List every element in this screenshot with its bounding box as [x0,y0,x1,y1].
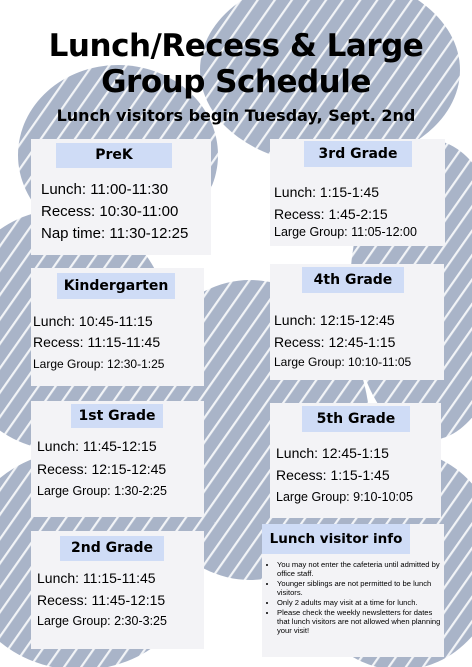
card-heading: PreK [56,143,172,168]
card-heading: Lunch visitor info [262,524,410,554]
lunch-time: Lunch: 11:15-11:45 [37,570,156,586]
recess-time: Recess: 1:15-1:45 [276,467,390,483]
lunch-time: Lunch: 12:15-12:45 [274,312,395,328]
list-item: • Younger siblings are not permitted to be lunch visitors. [277,579,443,597]
recess-time: Recess: 11:15-11:45 [33,334,161,350]
large-group-time: Large Group: 12:30-1:25 [33,357,165,371]
card-heading: 2nd Grade [60,536,164,561]
visitor-rules-list [263,560,443,636]
lunch-time: Lunch: 10:45-11:15 [33,313,153,329]
card-lunch-visitor-info [262,524,444,657]
card-kindergarten [31,268,204,386]
card-3rd-grade [270,139,445,246]
lunch-time: Lunch: 12:45-1:15 [276,445,389,461]
large-group-time: Large Group: 1:30-2:25 [37,484,167,498]
lunch-time: Lunch: 1:15-1:45 [274,184,380,200]
card-heading: 4th Grade [302,267,404,293]
card-heading: 5th Grade [302,406,410,432]
large-group-time: Large Group: 11:05-12:00 [274,225,417,239]
page-title-line2: Group Schedule [101,64,371,100]
card-heading: 1st Grade [71,404,163,428]
card-5th-grade [270,403,441,518]
page-subtitle: Lunch visitors begin Tuesday, Sept. 2nd [56,106,416,125]
recess-time: Recess: 10:30-11:00 [41,203,179,220]
large-group-time: Large Group: 9:10-10:05 [276,490,413,504]
large-group-time: Large Group: 10:10-11:05 [274,355,412,369]
page-title-line1: Lunch/Recess & Large [48,28,424,64]
card-heading: Kindergarten [57,273,175,299]
lunch-time: Lunch: 11:00-11:30 [41,181,169,198]
recess-time: Recess: 1:45-2:15 [274,206,388,222]
card-2nd-grade [31,531,204,649]
recess-time: Recess: 12:45-1:15 [274,334,396,350]
large-group-time: Large Group: 2:30-3:25 [37,614,167,628]
nap-time: Nap time: 11:30-12:25 [41,225,189,242]
recess-time: Recess: 12:15-12:45 [37,461,167,477]
card-4th-grade [270,264,444,380]
list-item: • Please check the weekly newsletters for dates that lunch visitors are not allowed when planning your visit! [277,608,443,635]
list-item: • Only 2 adults may visit at a time for lunch. [277,598,443,607]
lunch-time: Lunch: 11:45-12:15 [37,438,157,454]
list-item: • You may not enter the cafeteria until admitted by office staff. [277,560,443,578]
card-1st-grade [31,401,204,517]
recess-time: Recess: 11:45-12:15 [37,592,166,608]
card-prek [31,139,211,255]
card-heading: 3rd Grade [304,141,412,167]
